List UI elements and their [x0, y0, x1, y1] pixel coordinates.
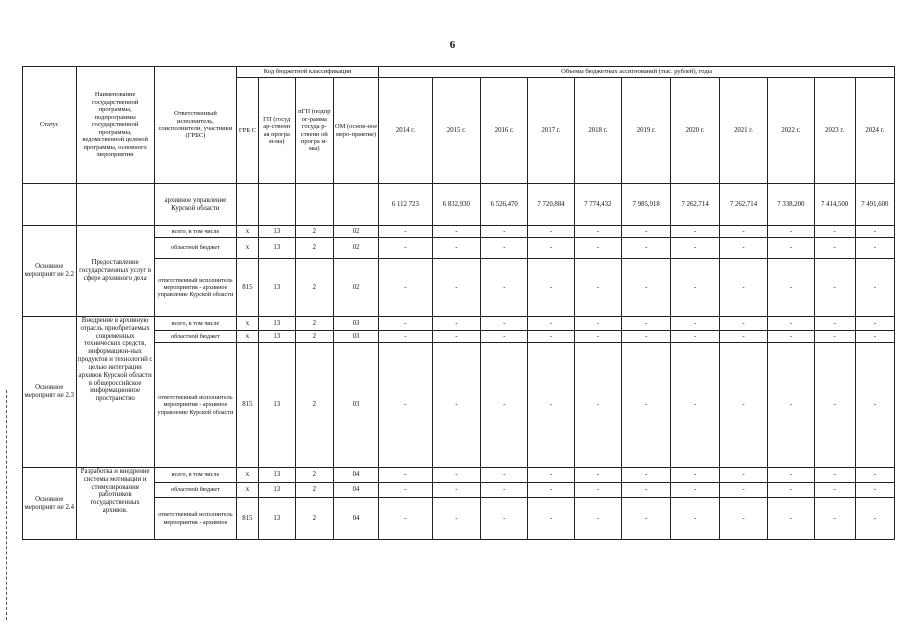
row-value: - [671, 331, 719, 343]
row-grbs: х [237, 226, 259, 238]
row-grbs: х [237, 238, 259, 259]
table-row [23, 498, 895, 540]
row-value: - [814, 317, 855, 331]
row-responsible: всего, в том числе [154, 317, 236, 331]
row-pgp: 2 [295, 238, 333, 259]
row-value: - [528, 343, 574, 468]
row-value: - [719, 238, 767, 259]
row-grbs: х [237, 468, 259, 483]
row-value: - [379, 259, 433, 317]
row-value: - [622, 498, 671, 540]
row-value: - [574, 331, 621, 343]
row-value: - [481, 468, 528, 483]
row-value: - [622, 483, 671, 498]
row-value: - [528, 317, 574, 331]
row-value: - [379, 238, 433, 259]
page-number: 6 [449, 39, 456, 51]
row-om: 04 [333, 483, 378, 498]
row-value: - [814, 259, 855, 317]
row-value: - [671, 226, 719, 238]
row-value: - [855, 343, 894, 468]
row-value: - [768, 483, 814, 498]
row-value: - [622, 468, 671, 483]
header-om: ОМ (основ-ное меро-приятие) [333, 78, 378, 184]
row-value: - [379, 317, 433, 331]
table-row [23, 468, 895, 483]
row-value: - [814, 226, 855, 238]
row-value: - [768, 343, 814, 468]
row-value: - [481, 238, 528, 259]
block-status: Основное мероприят ие 2.3 [23, 317, 77, 468]
row-value: - [432, 259, 480, 317]
row-pgp: 2 [295, 468, 333, 483]
row-value: - [528, 226, 574, 238]
row-value: - [622, 259, 671, 317]
row-value: - [671, 343, 719, 468]
row-value: - [671, 259, 719, 317]
row-value: - [719, 468, 767, 483]
row-value: - [768, 498, 814, 540]
row-responsible: областной бюджет [154, 483, 236, 498]
row-value: - [432, 468, 480, 483]
row-value: - [768, 468, 814, 483]
table-header [23, 67, 895, 184]
row-value: - [528, 483, 574, 498]
archive-total-row [23, 184, 895, 226]
row-responsible: ответственный исполнитель мероприятия - архивное управление Курской области [154, 259, 236, 317]
header-year: 2022 г. [768, 78, 814, 184]
archive-value: 7 262,714 [719, 184, 767, 226]
row-responsible: областной бюджет [154, 238, 236, 259]
row-value: - [855, 226, 894, 238]
archive-value: 7 414,500 [814, 184, 855, 226]
row-value: - [768, 238, 814, 259]
table-row [23, 331, 895, 343]
row-responsible: всего, в том числе [154, 226, 236, 238]
row-grbs: 815 [237, 259, 259, 317]
row-responsible: ответственный исполнитель мероприятия - архивное [154, 498, 236, 540]
row-grbs: х [237, 483, 259, 498]
row-value: - [855, 259, 894, 317]
row-value: - [855, 238, 894, 259]
row-value: - [574, 498, 621, 540]
row-om: 04 [333, 468, 378, 483]
header-responsible: Ответственный исполнитель, соисполнители, участники (ГРБС) [154, 67, 236, 184]
row-grbs: х [237, 317, 259, 331]
header-year: 2014 г. [379, 78, 433, 184]
block-name: Внедрение в архивную отрасль приобретаемых современных технических средств, информацион-ных продуктов и технологий с целью интеграции архивов Курской области в общероссийское информационное пространство [76, 317, 154, 468]
row-value: - [622, 226, 671, 238]
row-value: - [432, 331, 480, 343]
row-value: - [622, 343, 671, 468]
row-value: - [814, 468, 855, 483]
row-value: - [574, 468, 621, 483]
row-value: - [719, 317, 767, 331]
row-gp: 13 [258, 238, 295, 259]
table-row [23, 259, 895, 317]
row-gp: 13 [258, 226, 295, 238]
row-pgp: 2 [295, 331, 333, 343]
row-value: - [768, 226, 814, 238]
table-row [23, 238, 895, 259]
row-value: - [622, 238, 671, 259]
row-value: - [528, 498, 574, 540]
row-value: - [379, 468, 433, 483]
row-value: - [528, 238, 574, 259]
row-value: - [481, 259, 528, 317]
row-value: - [719, 343, 767, 468]
row-responsible: областной бюджет [154, 331, 236, 343]
row-value: - [855, 317, 894, 331]
row-om: 02 [333, 238, 378, 259]
row-gp: 13 [258, 259, 295, 317]
header-status: Статус [23, 67, 77, 184]
row-value: - [481, 226, 528, 238]
row-value: - [481, 483, 528, 498]
row-value: - [768, 317, 814, 331]
row-value: - [481, 498, 528, 540]
row-value: - [671, 238, 719, 259]
row-om: 04 [333, 498, 378, 540]
header-year: 2023 г. [814, 78, 855, 184]
row-value: - [671, 317, 719, 331]
row-value: - [432, 343, 480, 468]
row-gp: 13 [258, 483, 295, 498]
budget-table [22, 66, 895, 540]
row-value: - [432, 238, 480, 259]
row-gp: 13 [258, 331, 295, 343]
row-value: - [574, 259, 621, 317]
row-pgp: 2 [295, 343, 333, 468]
row-value: - [622, 317, 671, 331]
row-value: - [855, 331, 894, 343]
archive-value: 7 774,432 [574, 184, 621, 226]
table-row [23, 317, 895, 331]
row-om: 02 [333, 259, 378, 317]
row-value: - [719, 331, 767, 343]
row-value: - [574, 483, 621, 498]
header-year: 2021 г. [719, 78, 767, 184]
row-value: - [719, 483, 767, 498]
row-value: - [768, 331, 814, 343]
archive-value: 6 832,930 [432, 184, 480, 226]
header-year: 2019 г. [622, 78, 671, 184]
row-value: - [671, 468, 719, 483]
row-value: - [574, 343, 621, 468]
row-value: - [719, 259, 767, 317]
row-responsible: ответственный исполнитель мероприятия - архивное управление Курской области [154, 343, 236, 468]
archive-value: 7 720,884 [528, 184, 574, 226]
header-year: 2015 г. [432, 78, 480, 184]
row-value: - [528, 259, 574, 317]
archive-value: 7 491,600 [855, 184, 894, 226]
row-value: - [432, 498, 480, 540]
table-row [23, 226, 895, 238]
header-name: Наименование государственной программы, подпрограммы государственной программы, ведомственной целевой программы, основного мероприятия [76, 67, 154, 184]
row-gp: 13 [258, 317, 295, 331]
header-grbs: ГРБ С [237, 78, 259, 184]
archive-responsible: архивное управление Курской области [154, 184, 236, 226]
row-value: - [855, 483, 894, 498]
row-value: - [574, 238, 621, 259]
row-value: - [814, 498, 855, 540]
header-year: 2024 г. [855, 78, 894, 184]
row-value: - [379, 343, 433, 468]
row-gp: 13 [258, 343, 295, 468]
block-status: Основное мероприят ие 2.4 [23, 468, 77, 540]
archive-value: 7 338,200 [768, 184, 814, 226]
header-pgp: пГП (подпр ог-рамма госуда р-ственн ой програ м-мы) [295, 78, 333, 184]
archive-value: 6 526,470 [481, 184, 528, 226]
block-name: Разработка и внедрение системы мотивации и стимулирования работников государственных архивов. [76, 468, 154, 540]
row-om: 03 [333, 331, 378, 343]
row-value: - [814, 331, 855, 343]
table-row [23, 483, 895, 498]
row-om: 03 [333, 317, 378, 331]
row-value: - [432, 483, 480, 498]
row-value: - [622, 331, 671, 343]
row-pgp: 2 [295, 259, 333, 317]
archive-value: 7 985,918 [622, 184, 671, 226]
header-gp: ГП (госуд ар-ственн ая програ м-ма) [258, 78, 295, 184]
row-value: - [432, 226, 480, 238]
row-pgp: 2 [295, 317, 333, 331]
table-body [23, 184, 895, 540]
row-om: 03 [333, 343, 378, 468]
header-year: 2016 г. [481, 78, 528, 184]
header-year: 2020 г. [671, 78, 719, 184]
row-value: - [379, 226, 433, 238]
row-value: - [481, 331, 528, 343]
row-value: - [432, 317, 480, 331]
row-value: - [481, 343, 528, 468]
row-value: - [671, 498, 719, 540]
row-grbs: 815 [237, 498, 259, 540]
archive-value: 7 262,714 [671, 184, 719, 226]
row-value: - [855, 498, 894, 540]
row-value: - [528, 468, 574, 483]
header-year: 2018 г. [574, 78, 621, 184]
row-om: 02 [333, 226, 378, 238]
row-value: - [814, 343, 855, 468]
row-value: - [379, 498, 433, 540]
row-value: - [379, 331, 433, 343]
header-year: 2017 г. [528, 78, 574, 184]
row-value: - [719, 498, 767, 540]
row-pgp: 2 [295, 483, 333, 498]
table-row [23, 343, 895, 468]
archive-value: 6 112 723 [379, 184, 433, 226]
row-value: - [574, 226, 621, 238]
row-value: - [719, 226, 767, 238]
row-grbs: х [237, 331, 259, 343]
row-grbs: 815 [237, 343, 259, 468]
margin-binding-line [6, 390, 7, 620]
row-value: - [379, 483, 433, 498]
row-value: - [768, 259, 814, 317]
row-gp: 13 [258, 468, 295, 483]
row-value: - [814, 238, 855, 259]
header-volumes-group: Объемы бюджетных ассигнований (тыс. рублей), годы [379, 67, 895, 78]
row-value: - [528, 331, 574, 343]
block-name: Предоставление государственных услуг в сфере архивного дела [76, 226, 154, 317]
row-value: - [814, 483, 855, 498]
row-value: - [855, 468, 894, 483]
row-pgp: 2 [295, 226, 333, 238]
row-value: - [574, 317, 621, 331]
row-pgp: 2 [295, 498, 333, 540]
block-status: Основное мероприят ие 2.2 [23, 226, 77, 317]
row-responsible: всего, в том числе [154, 468, 236, 483]
header-kbk-group: Код бюджетной классификации [237, 67, 379, 78]
row-gp: 13 [258, 498, 295, 540]
row-value: - [671, 483, 719, 498]
row-value: - [481, 317, 528, 331]
